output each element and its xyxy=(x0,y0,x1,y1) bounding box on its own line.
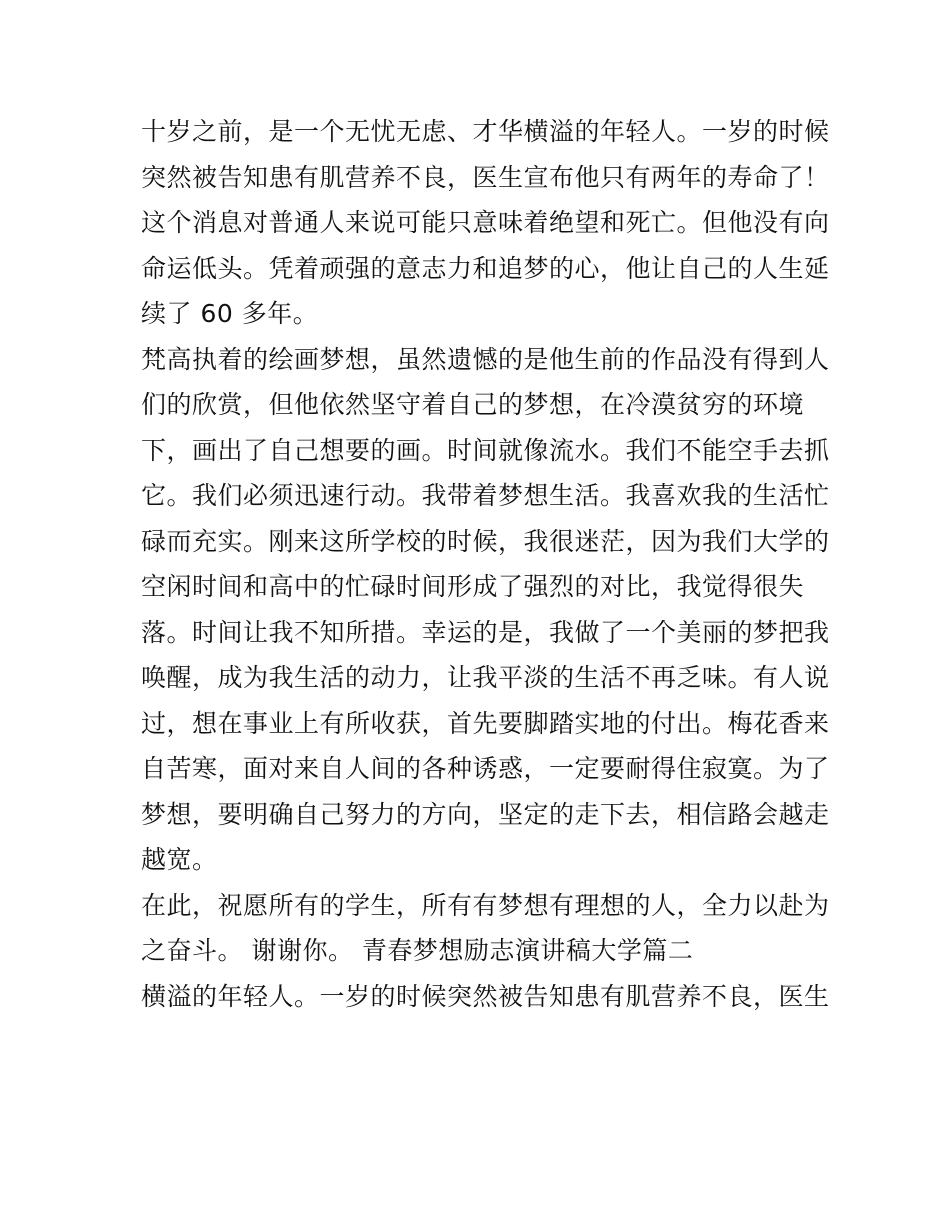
text-line: 这个消息对普通人来说可能只意味着绝望和死亡。但他没有向 xyxy=(141,208,830,237)
text-line: 之奋斗。 谢谢你。 青春梦想励志演讲稿大学篇二 xyxy=(141,936,694,965)
text-line: 命运低头。凭着顽强的意志力和追梦的心，他让自己的人生延 xyxy=(141,253,830,283)
text-line: 梵高执着的绘画梦想，虽然遗憾的是他生前的作品没有得到人 xyxy=(141,344,830,374)
text-line: 落。时间让我不知所措。幸运的是，我做了一个美丽的梦把我 xyxy=(141,617,830,647)
text-line: 越宽。 xyxy=(141,845,218,874)
text-line: 它。我们必须迅速行动。我带着梦想生活。我喜欢我的生活忙 xyxy=(141,481,830,510)
text-line: 碌而充实。刚来这所学校的时候，我很迷茫，因为我们大学的 xyxy=(141,526,830,556)
text-line: 空闲时间和高中的忙碌时间形成了强烈的对比，我觉得很失 xyxy=(141,572,805,601)
text-line: 横溢的年轻人。一岁的时候突然被告知患有肌营养不良，医生 xyxy=(141,981,830,1011)
text-line: 唤醒，成为我生活的动力，让我平淡的生活不再乏味。有人说 xyxy=(141,663,830,692)
text-line: 自苦寒，面对来自人间的各种诱惑，一定要耐得住寂寞。为了 xyxy=(141,754,830,783)
text-line: 在此，祝愿所有的学生，所有有梦想有理想的人，全力以赴为 xyxy=(141,890,830,920)
text-line: 梦想，要明确自己努力的方向，坚定的走下去，相信路会越走 xyxy=(141,799,830,829)
text-line: 突然被告知患有肌营养不良，医生宣布他只有两年的寿命了！ xyxy=(141,162,830,192)
text-line: 下，画出了自己想要的画。时间就像流水。我们不能空手去抓 xyxy=(141,435,830,465)
text-line: 十岁之前，是一个无忧无虑、才华横溢的年轻人。一岁的时候 xyxy=(141,117,830,146)
text-line: 们的欣赏，但他依然坚守着自己的梦想，在冷漠贫穷的环境 xyxy=(141,390,805,419)
text-line: 续了 60 多年。 xyxy=(141,299,319,328)
body-text xyxy=(141,109,830,1019)
text-line: 过，想在事业上有所收获，首先要脚踏实地的付出。梅花香来 xyxy=(141,708,830,738)
